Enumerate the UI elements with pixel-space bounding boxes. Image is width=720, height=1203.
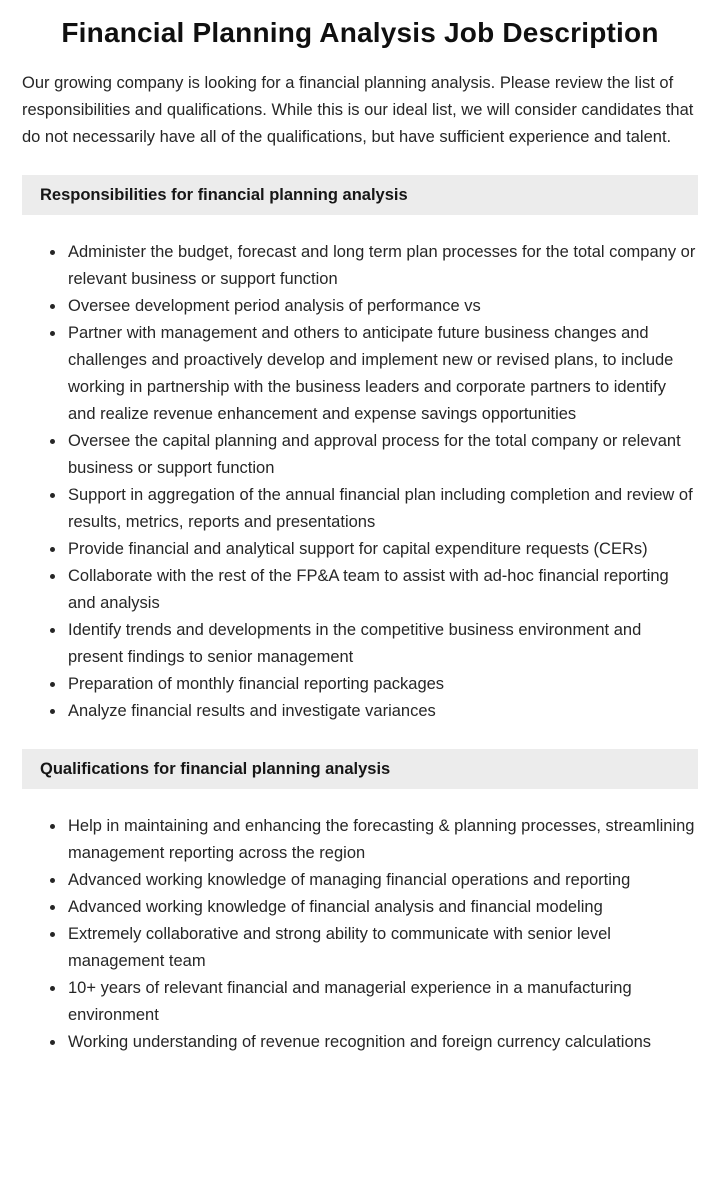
intro-paragraph: Our growing company is looking for a financial planning analysis. Please review the list of responsibilities and qualifications. While this is our ideal list, we will consider candidates that do not necessarily have all of the qualifications, but have sufficient experience and talent. (22, 74, 694, 146)
responsibilities-list (22, 239, 698, 725)
job-description-page (0, 16, 720, 1086)
list-item: • Working understanding of revenue recognition and foreign currency calculations (66, 1029, 698, 1056)
list-item: • Oversee development period analysis of performance vs (66, 293, 698, 320)
list-item: • Provide financial and analytical support for capital expenditure requests (CERs) (66, 536, 698, 563)
list-item: • Collaborate with the rest of the FP&A team to assist with ad-hoc financial reporting and analysis (66, 563, 698, 617)
list-item: • Advanced working knowledge of managing financial operations and reporting (66, 867, 698, 894)
list-item: • Administer the budget, forecast and long term plan processes for the total company or relevant business or support function (66, 239, 698, 293)
list-item: • Help in maintaining and enhancing the forecasting & planning processes, streamlining management reporting across the region (66, 813, 698, 867)
list-item: • Extremely collaborative and strong ability to communicate with senior level management team (66, 921, 698, 975)
qualifications-list (22, 813, 698, 1056)
list-item: • Oversee the capital planning and approval process for the total company or relevant business or support function (66, 428, 698, 482)
list-item: • Support in aggregation of the annual financial plan including completion and review of results, metrics, reports and presentations (66, 482, 698, 536)
page-title: Financial Planning Analysis Job Description (61, 17, 659, 48)
list-item: • Identify trends and developments in the competitive business environment and present findings to senior management (66, 617, 698, 671)
section-header-qualifications: Qualifications for financial planning analysis (22, 749, 698, 789)
list-item: • Advanced working knowledge of financial analysis and financial modeling (66, 894, 698, 921)
list-item: • Preparation of monthly financial reporting packages (66, 671, 698, 698)
list-item: • Analyze financial results and investigate variances (66, 698, 698, 725)
list-item: • 10+ years of relevant financial and managerial experience in a manufacturing environment (66, 975, 698, 1029)
section-header-responsibilities: Responsibilities for financial planning analysis (22, 175, 698, 215)
list-item: • Partner with management and others to anticipate future business changes and challenges and proactively develop and implement new or revised plans, to include working in partnership with the business leaders and corporate partners to identify and realize revenue enhancement and expense savings opportunities (66, 320, 698, 428)
